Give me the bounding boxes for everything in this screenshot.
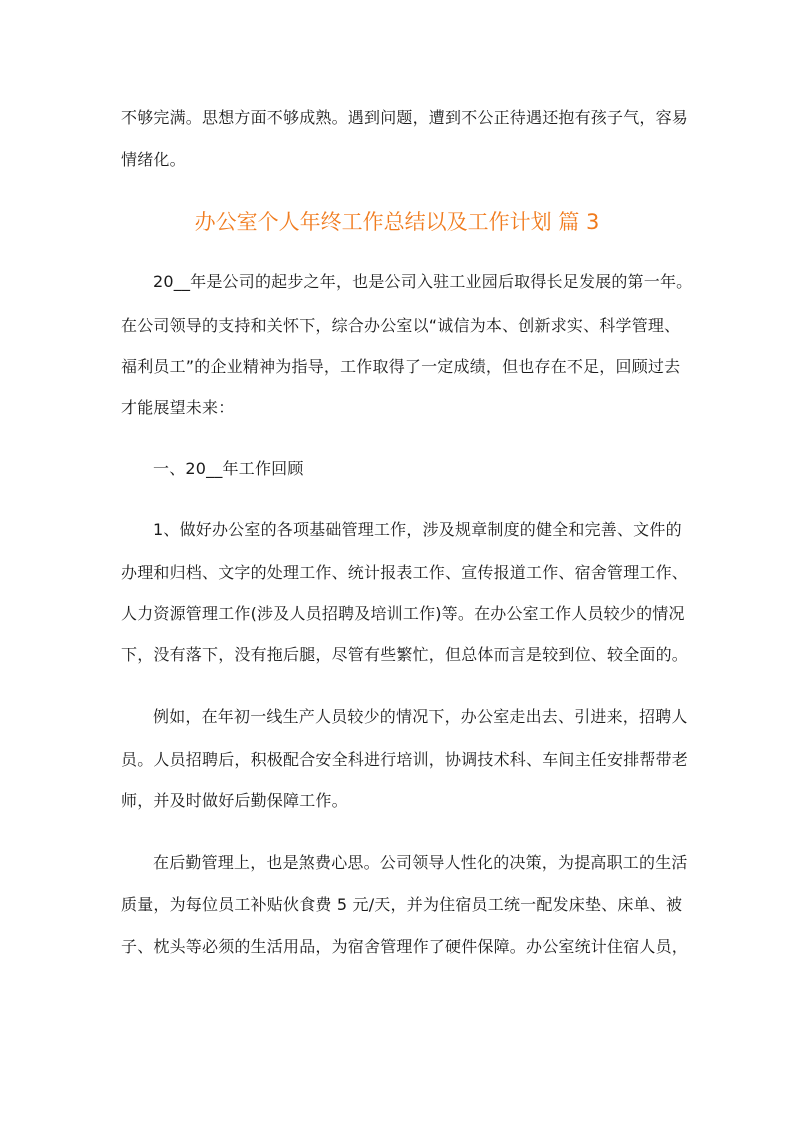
paragraph3-line-1: 例如，在年初一线生产人员较少的情况下，办公室走出去、引进来，招聘人 xyxy=(153,707,688,726)
paragraph1-line-4: 才能展望未来： xyxy=(121,398,235,417)
paragraph1-line-1: 20__年是公司的起步之年，也是公司入驻工业园后取得长足发展的第一年。 xyxy=(153,272,693,291)
paragraph2-line-2: 办理和归档、文字的处理工作、统计报表工作、宣传报道工作、宿舍管理工作、 xyxy=(121,563,689,582)
paragraph3-line-3: 师，并及时做好后勤保障工作。 xyxy=(121,791,348,810)
paragraph2-line-1: 1、做好办公室的各项基础管理工作，涉及规章制度的健全和完善、文件的 xyxy=(153,520,682,539)
section-title: 办公室个人年终工作总结以及工作计划 篇 3 xyxy=(194,210,600,234)
paragraph1-line-3: 福利员工”的企业精神为指导，工作取得了一定成绩，但也存在不足，回顾过去 xyxy=(121,357,681,376)
heading-work-review: 一、20__年工作回顾 xyxy=(153,459,304,478)
intro-line-2: 情绪化。 xyxy=(121,150,186,169)
paragraph4-line-1: 在后勤管理上，也是煞费心思。公司领导人性化的决策，为提高职工的生活 xyxy=(153,853,688,872)
paragraph2-line-3: 人力资源管理工作(涉及人员招聘及培训工作)等。在办公室工作人员较少的情况 xyxy=(121,604,685,623)
paragraph4-line-2: 质量，为每位员工补贴伙食费 5 元/天，并为住宿员工统一配发床垫、床单、被 xyxy=(121,895,683,914)
paragraph4-line-3: 子、枕头等必须的生活用品，为宿舍管理作了硬件保障。办公室统计住宿人员， xyxy=(121,937,689,956)
paragraph2-line-4: 下，没有落下，没有拖后腿，尽管有些繁忙，但总体而言是较到位、较全面的。 xyxy=(121,645,689,664)
paragraph1-line-2: 在公司领导的支持和关怀下，综合办公室以“诚信为本、创新求实、科学管理、 xyxy=(121,316,681,335)
paragraph3-line-2: 员。人员招聘后，积极配合安全科进行培训，协调技术科、车间主任安排帮带老 xyxy=(121,750,689,769)
intro-line-1: 不够完满。思想方面不够成熟。遇到问题，遭到不公正待遇还抱有孩子气，容易 xyxy=(121,108,689,127)
